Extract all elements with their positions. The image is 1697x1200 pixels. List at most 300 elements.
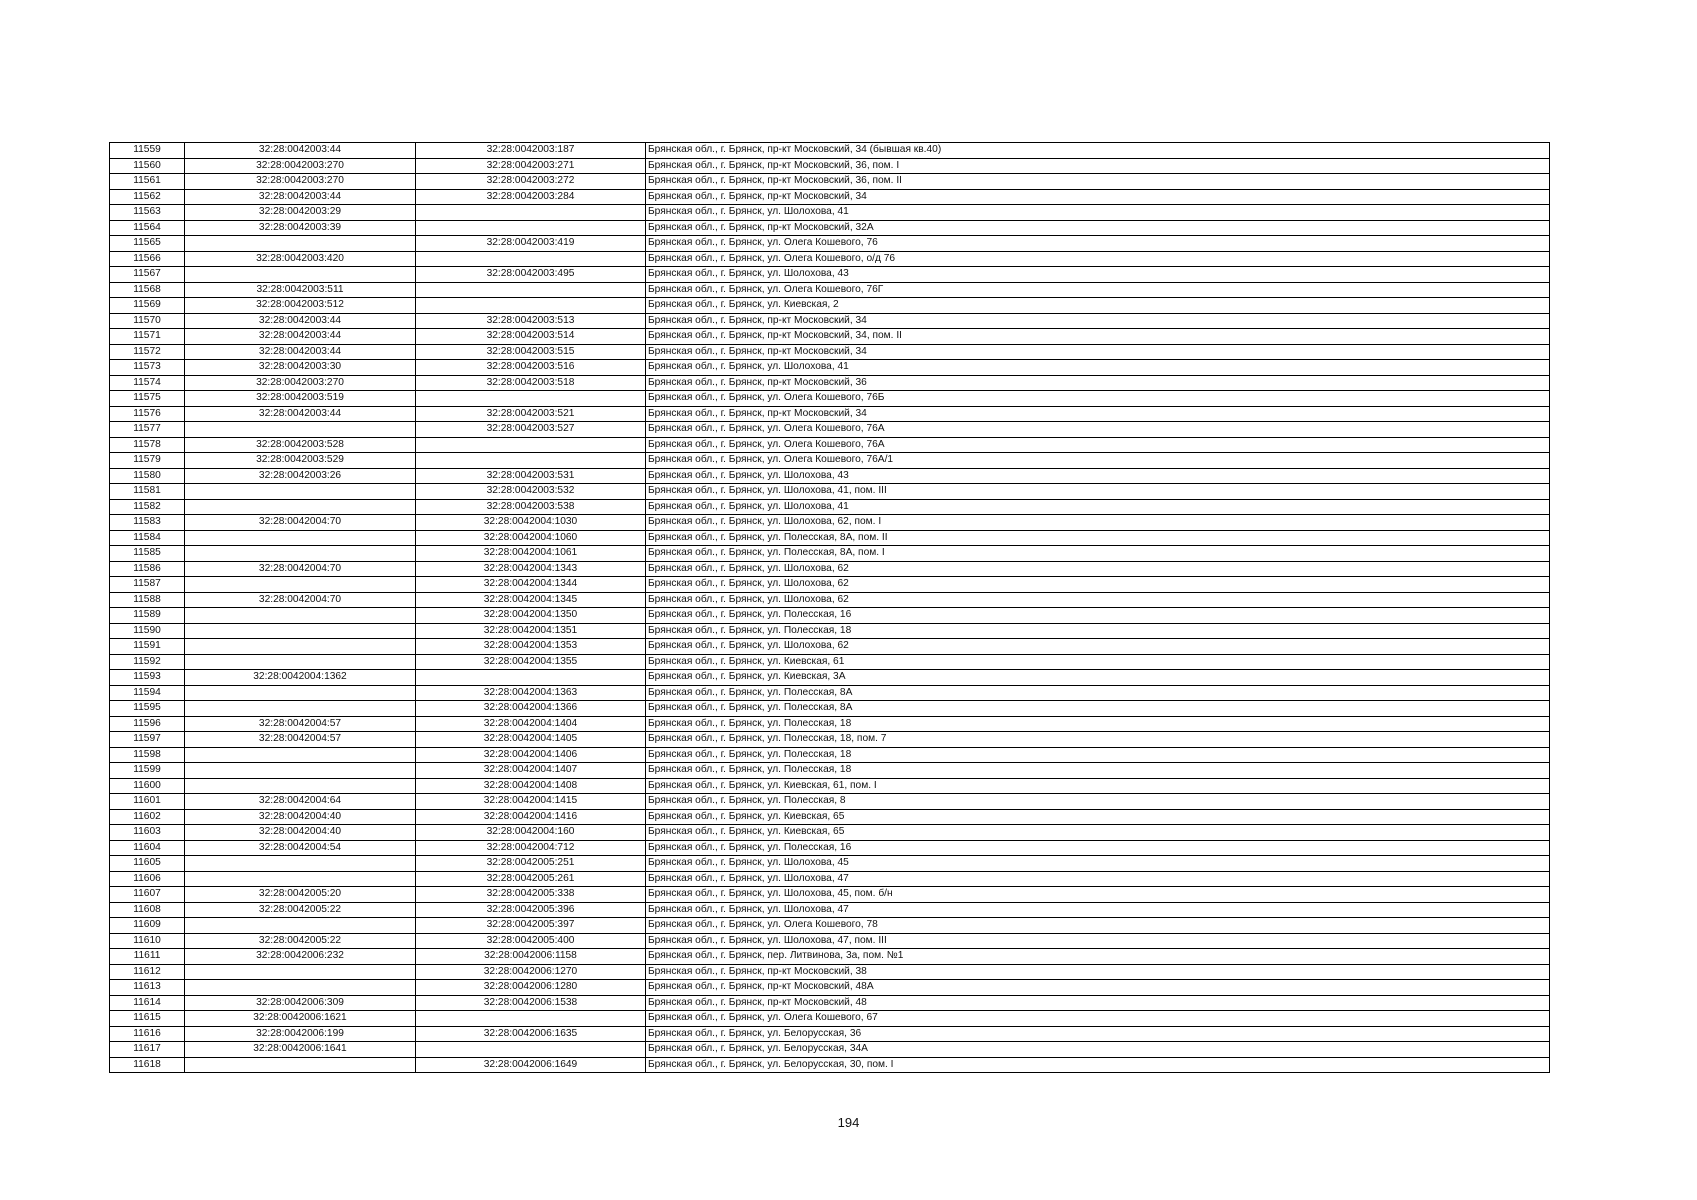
table-row	[110, 763, 1550, 779]
row-number-cell: 11577	[110, 422, 185, 438]
row-number-cell: 11583	[110, 515, 185, 531]
table-row	[110, 267, 1550, 283]
land-cadastral-number-cell: 32:28:0042006:199	[185, 1026, 416, 1042]
object-cadastral-number-cell	[416, 205, 646, 221]
land-cadastral-number-cell	[185, 422, 416, 438]
land-cadastral-number-cell: 32:28:0042003:529	[185, 453, 416, 469]
table-row	[110, 685, 1550, 701]
land-cadastral-number-cell	[185, 980, 416, 996]
object-cadastral-number-cell: 32:28:0042004:1344	[416, 577, 646, 593]
address-cell: Брянская обл., г. Брянск, пр-кт Московский, 38	[646, 964, 1550, 980]
object-cadastral-number-cell: 32:28:0042003:527	[416, 422, 646, 438]
table-row	[110, 329, 1550, 345]
row-number-cell: 11604	[110, 840, 185, 856]
address-cell: Брянская обл., г. Брянск, ул. Олега Кошевого, 76Б	[646, 391, 1550, 407]
row-number-cell: 11559	[110, 143, 185, 159]
table-row	[110, 670, 1550, 686]
address-cell: Брянская обл., г. Брянск, ул. Шолохова, 62, пом. I	[646, 515, 1550, 531]
object-cadastral-number-cell: 32:28:0042003:518	[416, 375, 646, 391]
object-cadastral-number-cell: 32:28:0042003:521	[416, 406, 646, 422]
object-cadastral-number-cell: 32:28:0042005:396	[416, 902, 646, 918]
land-cadastral-number-cell: 32:28:0042003:511	[185, 282, 416, 298]
land-cadastral-number-cell: 32:28:0042003:44	[185, 313, 416, 329]
land-cadastral-number-cell	[185, 1057, 416, 1073]
land-cadastral-number-cell: 32:28:0042003:270	[185, 375, 416, 391]
row-number-cell: 11590	[110, 623, 185, 639]
object-cadastral-number-cell	[416, 251, 646, 267]
land-cadastral-number-cell: 32:28:0042004:70	[185, 561, 416, 577]
address-cell: Брянская обл., г. Брянск, ул. Олега Кошевого, о/д 76	[646, 251, 1550, 267]
object-cadastral-number-cell: 32:28:0042005:397	[416, 918, 646, 934]
address-cell: Брянская обл., г. Брянск, ул. Киевская, 2	[646, 298, 1550, 314]
land-cadastral-number-cell: 32:28:0042003:512	[185, 298, 416, 314]
land-cadastral-number-cell	[185, 778, 416, 794]
table-row	[110, 499, 1550, 515]
object-cadastral-number-cell: 32:28:0042004:1407	[416, 763, 646, 779]
address-cell: Брянская обл., г. Брянск, ул. Шолохова, 62	[646, 592, 1550, 608]
object-cadastral-number-cell: 32:28:0042004:1363	[416, 685, 646, 701]
page-number: 194	[837, 1115, 860, 1130]
address-cell: Брянская обл., г. Брянск, ул. Киевская, 61	[646, 654, 1550, 670]
row-number-cell: 11594	[110, 685, 185, 701]
land-cadastral-number-cell	[185, 856, 416, 872]
object-cadastral-number-cell	[416, 1011, 646, 1027]
object-cadastral-number-cell: 32:28:0042003:532	[416, 484, 646, 500]
table-row	[110, 282, 1550, 298]
table-row	[110, 158, 1550, 174]
land-cadastral-number-cell: 32:28:0042005:22	[185, 902, 416, 918]
row-number-cell: 11576	[110, 406, 185, 422]
land-cadastral-number-cell: 32:28:0042003:30	[185, 360, 416, 376]
address-cell: Брянская обл., г. Брянск, ул. Полесская, 8А, пом. II	[646, 530, 1550, 546]
address-cell: Брянская обл., г. Брянск, ул. Полесская, 8	[646, 794, 1550, 810]
land-cadastral-number-cell	[185, 623, 416, 639]
land-cadastral-number-cell	[185, 484, 416, 500]
object-cadastral-number-cell: 32:28:0042004:1030	[416, 515, 646, 531]
row-number-cell: 11613	[110, 980, 185, 996]
address-cell: Брянская обл., г. Брянск, ул. Полесская, 18	[646, 747, 1550, 763]
address-cell: Брянская обл., г. Брянск, ул. Шолохова, 41	[646, 360, 1550, 376]
land-cadastral-number-cell: 32:28:0042004:40	[185, 809, 416, 825]
table-row	[110, 887, 1550, 903]
table-row	[110, 468, 1550, 484]
address-cell: Брянская обл., г. Брянск, ул. Полесская, 18	[646, 623, 1550, 639]
object-cadastral-number-cell: 32:28:0042004:1366	[416, 701, 646, 717]
land-cadastral-number-cell: 32:28:0042003:44	[185, 189, 416, 205]
table-row	[110, 902, 1550, 918]
land-cadastral-number-cell	[185, 654, 416, 670]
table-row	[110, 437, 1550, 453]
table-row	[110, 639, 1550, 655]
land-cadastral-number-cell	[185, 577, 416, 593]
row-number-cell: 11569	[110, 298, 185, 314]
land-cadastral-number-cell: 32:28:0042003:44	[185, 344, 416, 360]
address-cell: Брянская обл., г. Брянск, ул. Белорусская, 34А	[646, 1042, 1550, 1058]
land-cadastral-number-cell: 32:28:0042003:270	[185, 174, 416, 190]
table-row	[110, 422, 1550, 438]
address-cell: Брянская обл., г. Брянск, ул. Полесская, 18	[646, 763, 1550, 779]
table-row	[110, 995, 1550, 1011]
table-row	[110, 794, 1550, 810]
object-cadastral-number-cell	[416, 298, 646, 314]
row-number-cell: 11588	[110, 592, 185, 608]
row-number-cell: 11603	[110, 825, 185, 841]
row-number-cell: 11570	[110, 313, 185, 329]
object-cadastral-number-cell: 32:28:0042006:1538	[416, 995, 646, 1011]
row-number-cell: 11573	[110, 360, 185, 376]
address-cell: Брянская обл., г. Брянск, ул. Олега Кошевого, 76А/1	[646, 453, 1550, 469]
object-cadastral-number-cell: 32:28:0042005:400	[416, 933, 646, 949]
address-cell: Брянская обл., г. Брянск, ул. Киевская, 61, пом. I	[646, 778, 1550, 794]
address-cell: Брянская обл., г. Брянск, ул. Олега Кошевого, 76	[646, 236, 1550, 252]
address-cell: Брянская обл., г. Брянск, ул. Шолохова, 47	[646, 902, 1550, 918]
object-cadastral-number-cell: 32:28:0042003:538	[416, 499, 646, 515]
object-cadastral-number-cell: 32:28:0042006:1635	[416, 1026, 646, 1042]
object-cadastral-number-cell	[416, 437, 646, 453]
land-cadastral-number-cell	[185, 608, 416, 624]
address-cell: Брянская обл., г. Брянск, ул. Шолохова, 62	[646, 639, 1550, 655]
object-cadastral-number-cell: 32:28:0042003:514	[416, 329, 646, 345]
object-cadastral-number-cell: 32:28:0042006:1158	[416, 949, 646, 965]
table-row	[110, 236, 1550, 252]
land-cadastral-number-cell	[185, 918, 416, 934]
address-cell: Брянская обл., г. Брянск, ул. Шолохова, 41, пом. III	[646, 484, 1550, 500]
table-row	[110, 840, 1550, 856]
land-cadastral-number-cell	[185, 267, 416, 283]
land-cadastral-number-cell: 32:28:0042003:528	[185, 437, 416, 453]
object-cadastral-number-cell	[416, 282, 646, 298]
land-cadastral-number-cell: 32:28:0042003:39	[185, 220, 416, 236]
land-cadastral-number-cell: 32:28:0042006:1621	[185, 1011, 416, 1027]
object-cadastral-number-cell: 32:28:0042004:1060	[416, 530, 646, 546]
address-cell: Брянская обл., г. Брянск, ул. Полесская, 18, пом. 7	[646, 732, 1550, 748]
address-cell: Брянская обл., г. Брянск, ул. Шолохова, 45	[646, 856, 1550, 872]
land-cadastral-number-cell	[185, 763, 416, 779]
address-cell: Брянская обл., г. Брянск, ул. Киевская, 65	[646, 809, 1550, 825]
row-number-cell: 11565	[110, 236, 185, 252]
table-row	[110, 174, 1550, 190]
row-number-cell: 11614	[110, 995, 185, 1011]
table-row	[110, 298, 1550, 314]
object-cadastral-number-cell: 32:28:0042003:187	[416, 143, 646, 159]
address-cell: Брянская обл., г. Брянск, ул. Киевская, 65	[646, 825, 1550, 841]
land-cadastral-number-cell: 32:28:0042006:1641	[185, 1042, 416, 1058]
table-row	[110, 701, 1550, 717]
address-cell: Брянская обл., г. Брянск, ул. Белорусская, 36	[646, 1026, 1550, 1042]
row-number-cell: 11566	[110, 251, 185, 267]
row-number-cell: 11597	[110, 732, 185, 748]
table-row	[110, 825, 1550, 841]
object-cadastral-number-cell: 32:28:0042006:1280	[416, 980, 646, 996]
land-cadastral-number-cell	[185, 546, 416, 562]
address-cell: Брянская обл., г. Брянск, пр-кт Московский, 34 (бывшая кв.40)	[646, 143, 1550, 159]
table-row	[110, 251, 1550, 267]
row-number-cell: 11600	[110, 778, 185, 794]
object-cadastral-number-cell: 32:28:0042004:1353	[416, 639, 646, 655]
row-number-cell: 11609	[110, 918, 185, 934]
row-number-cell: 11602	[110, 809, 185, 825]
land-cadastral-number-cell	[185, 871, 416, 887]
row-number-cell: 11586	[110, 561, 185, 577]
address-cell: Брянская обл., г. Брянск, пер. Литвинова, 3а, пом. №1	[646, 949, 1550, 965]
object-cadastral-number-cell: 32:28:0042004:1355	[416, 654, 646, 670]
land-cadastral-number-cell: 32:28:0042003:270	[185, 158, 416, 174]
object-cadastral-number-cell: 32:28:0042006:1649	[416, 1057, 646, 1073]
row-number-cell: 11605	[110, 856, 185, 872]
object-cadastral-number-cell: 32:28:0042004:1350	[416, 608, 646, 624]
land-cadastral-number-cell: 32:28:0042004:54	[185, 840, 416, 856]
table-row	[110, 949, 1550, 965]
address-cell: Брянская обл., г. Брянск, ул. Полесская, 18	[646, 716, 1550, 732]
object-cadastral-number-cell: 32:28:0042003:531	[416, 468, 646, 484]
address-cell: Брянская обл., г. Брянск, ул. Шолохова, 47	[646, 871, 1550, 887]
table-row	[110, 143, 1550, 159]
land-cadastral-number-cell: 32:28:0042003:26	[185, 468, 416, 484]
land-cadastral-number-cell	[185, 747, 416, 763]
row-number-cell: 11562	[110, 189, 185, 205]
land-cadastral-number-cell: 32:28:0042006:232	[185, 949, 416, 965]
table-row	[110, 561, 1550, 577]
object-cadastral-number-cell: 32:28:0042004:1345	[416, 592, 646, 608]
address-cell: Брянская обл., г. Брянск, ул. Полесская, 16	[646, 608, 1550, 624]
table-row	[110, 375, 1550, 391]
row-number-cell: 11592	[110, 654, 185, 670]
land-cadastral-number-cell	[185, 964, 416, 980]
address-cell: Брянская обл., г. Брянск, ул. Киевская, 3А	[646, 670, 1550, 686]
row-number-cell: 11563	[110, 205, 185, 221]
address-cell: Брянская обл., г. Брянск, ул. Олега Кошевого, 67	[646, 1011, 1550, 1027]
address-cell: Брянская обл., г. Брянск, ул. Олега Кошевого, 76А	[646, 422, 1550, 438]
object-cadastral-number-cell	[416, 670, 646, 686]
row-number-cell: 11612	[110, 964, 185, 980]
address-cell: Брянская обл., г. Брянск, ул. Шолохова, 47, пом. III	[646, 933, 1550, 949]
table-row	[110, 871, 1550, 887]
address-cell: Брянская обл., г. Брянск, пр-кт Московский, 48А	[646, 980, 1550, 996]
object-cadastral-number-cell	[416, 391, 646, 407]
table-row	[110, 205, 1550, 221]
row-number-cell: 11607	[110, 887, 185, 903]
table-row	[110, 918, 1550, 934]
row-number-cell: 11617	[110, 1042, 185, 1058]
table-row	[110, 856, 1550, 872]
object-cadastral-number-cell: 32:28:0042005:338	[416, 887, 646, 903]
address-cell: Брянская обл., г. Брянск, пр-кт Московский, 36	[646, 375, 1550, 391]
land-cadastral-number-cell: 32:28:0042004:1362	[185, 670, 416, 686]
table-row	[110, 189, 1550, 205]
row-number-cell: 11568	[110, 282, 185, 298]
land-cadastral-number-cell: 32:28:0042003:44	[185, 406, 416, 422]
row-number-cell: 11591	[110, 639, 185, 655]
table-row	[110, 1011, 1550, 1027]
address-cell: Брянская обл., г. Брянск, пр-кт Московский, 34	[646, 189, 1550, 205]
table-row	[110, 220, 1550, 236]
row-number-cell: 11580	[110, 468, 185, 484]
land-cadastral-number-cell: 32:28:0042003:44	[185, 329, 416, 345]
object-cadastral-number-cell	[416, 1042, 646, 1058]
row-number-cell: 11595	[110, 701, 185, 717]
table-row	[110, 484, 1550, 500]
object-cadastral-number-cell: 32:28:0042003:495	[416, 267, 646, 283]
object-cadastral-number-cell: 32:28:0042003:516	[416, 360, 646, 376]
row-number-cell: 11616	[110, 1026, 185, 1042]
land-cadastral-number-cell: 32:28:0042005:20	[185, 887, 416, 903]
address-cell: Брянская обл., г. Брянск, пр-кт Московский, 32А	[646, 220, 1550, 236]
table-row	[110, 623, 1550, 639]
object-cadastral-number-cell: 32:28:0042004:1061	[416, 546, 646, 562]
address-cell: Брянская обл., г. Брянск, ул. Шолохова, 43	[646, 468, 1550, 484]
table-row	[110, 1026, 1550, 1042]
row-number-cell: 11561	[110, 174, 185, 190]
row-number-cell: 11584	[110, 530, 185, 546]
table-row	[110, 980, 1550, 996]
row-number-cell: 11593	[110, 670, 185, 686]
land-cadastral-number-cell: 32:28:0042006:309	[185, 995, 416, 1011]
address-cell: Брянская обл., г. Брянск, ул. Шолохова, 43	[646, 267, 1550, 283]
table-row	[110, 453, 1550, 469]
table-row	[110, 716, 1550, 732]
table-row	[110, 1057, 1550, 1073]
row-number-cell: 11615	[110, 1011, 185, 1027]
address-cell: Брянская обл., г. Брянск, ул. Шолохова, 62	[646, 561, 1550, 577]
land-cadastral-number-cell	[185, 685, 416, 701]
table-row	[110, 360, 1550, 376]
land-cadastral-number-cell	[185, 639, 416, 655]
object-cadastral-number-cell: 32:28:0042004:160	[416, 825, 646, 841]
land-cadastral-number-cell: 32:28:0042003:29	[185, 205, 416, 221]
row-number-cell: 11611	[110, 949, 185, 965]
address-cell: Брянская обл., г. Брянск, пр-кт Московский, 48	[646, 995, 1550, 1011]
land-cadastral-number-cell: 32:28:0042004:57	[185, 716, 416, 732]
address-cell: Брянская обл., г. Брянск, пр-кт Московский, 36, пом. I	[646, 158, 1550, 174]
address-cell: Брянская обл., г. Брянск, ул. Шолохова, 62	[646, 577, 1550, 593]
object-cadastral-number-cell: 32:28:0042004:1415	[416, 794, 646, 810]
address-cell: Брянская обл., г. Брянск, ул. Полесская, 8А	[646, 685, 1550, 701]
table-row	[110, 608, 1550, 624]
table-row	[110, 391, 1550, 407]
row-number-cell: 11596	[110, 716, 185, 732]
object-cadastral-number-cell: 32:28:0042004:1408	[416, 778, 646, 794]
object-cadastral-number-cell: 32:28:0042004:1351	[416, 623, 646, 639]
row-number-cell: 11601	[110, 794, 185, 810]
row-number-cell: 11578	[110, 437, 185, 453]
row-number-cell: 11598	[110, 747, 185, 763]
address-cell: Брянская обл., г. Брянск, ул. Олега Кошевого, 76А	[646, 437, 1550, 453]
address-cell: Брянская обл., г. Брянск, ул. Шолохова, 41	[646, 499, 1550, 515]
table-row	[110, 577, 1550, 593]
address-cell: Брянская обл., г. Брянск, пр-кт Московский, 34	[646, 313, 1550, 329]
registry-table-body	[110, 143, 1550, 1073]
address-cell: Брянская обл., г. Брянск, ул. Олега Кошевого, 76Г	[646, 282, 1550, 298]
row-number-cell: 11608	[110, 902, 185, 918]
address-cell: Брянская обл., г. Брянск, ул. Шолохова, 41	[646, 205, 1550, 221]
row-number-cell: 11560	[110, 158, 185, 174]
land-cadastral-number-cell: 32:28:0042003:420	[185, 251, 416, 267]
registry-table	[109, 142, 1550, 1073]
object-cadastral-number-cell: 32:28:0042005:251	[416, 856, 646, 872]
row-number-cell: 11581	[110, 484, 185, 500]
land-cadastral-number-cell	[185, 701, 416, 717]
object-cadastral-number-cell: 32:28:0042005:261	[416, 871, 646, 887]
object-cadastral-number-cell	[416, 220, 646, 236]
address-cell: Брянская обл., г. Брянск, пр-кт Московский, 34, пом. II	[646, 329, 1550, 345]
row-number-cell: 11579	[110, 453, 185, 469]
object-cadastral-number-cell: 32:28:0042003:513	[416, 313, 646, 329]
table-row	[110, 313, 1550, 329]
table-row	[110, 530, 1550, 546]
object-cadastral-number-cell: 32:28:0042003:271	[416, 158, 646, 174]
address-cell: Брянская обл., г. Брянск, пр-кт Московский, 34	[646, 406, 1550, 422]
object-cadastral-number-cell: 32:28:0042004:712	[416, 840, 646, 856]
address-cell: Брянская обл., г. Брянск, ул. Полесская, 16	[646, 840, 1550, 856]
object-cadastral-number-cell	[416, 453, 646, 469]
object-cadastral-number-cell: 32:28:0042003:272	[416, 174, 646, 190]
row-number-cell: 11587	[110, 577, 185, 593]
row-number-cell: 11582	[110, 499, 185, 515]
table-row	[110, 406, 1550, 422]
land-cadastral-number-cell: 32:28:0042003:519	[185, 391, 416, 407]
row-number-cell: 11610	[110, 933, 185, 949]
land-cadastral-number-cell: 32:28:0042004:64	[185, 794, 416, 810]
row-number-cell: 11564	[110, 220, 185, 236]
row-number-cell: 11618	[110, 1057, 185, 1073]
table-row	[110, 933, 1550, 949]
land-cadastral-number-cell	[185, 530, 416, 546]
table-row	[110, 747, 1550, 763]
table-row	[110, 809, 1550, 825]
table-row	[110, 515, 1550, 531]
table-row	[110, 964, 1550, 980]
table-row	[110, 732, 1550, 748]
object-cadastral-number-cell: 32:28:0042004:1405	[416, 732, 646, 748]
table-row	[110, 344, 1550, 360]
row-number-cell: 11574	[110, 375, 185, 391]
land-cadastral-number-cell: 32:28:0042005:22	[185, 933, 416, 949]
land-cadastral-number-cell	[185, 236, 416, 252]
address-cell: Брянская обл., г. Брянск, ул. Белорусская, 30, пом. I	[646, 1057, 1550, 1073]
object-cadastral-number-cell: 32:28:0042003:284	[416, 189, 646, 205]
row-number-cell: 11572	[110, 344, 185, 360]
object-cadastral-number-cell: 32:28:0042004:1416	[416, 809, 646, 825]
land-cadastral-number-cell: 32:28:0042003:44	[185, 143, 416, 159]
row-number-cell: 11589	[110, 608, 185, 624]
object-cadastral-number-cell: 32:28:0042006:1270	[416, 964, 646, 980]
row-number-cell: 11606	[110, 871, 185, 887]
table-row	[110, 1042, 1550, 1058]
object-cadastral-number-cell: 32:28:0042003:515	[416, 344, 646, 360]
row-number-cell: 11599	[110, 763, 185, 779]
table-row	[110, 592, 1550, 608]
land-cadastral-number-cell: 32:28:0042004:57	[185, 732, 416, 748]
address-cell: Брянская обл., г. Брянск, пр-кт Московский, 34	[646, 344, 1550, 360]
object-cadastral-number-cell: 32:28:0042004:1406	[416, 747, 646, 763]
table-row	[110, 778, 1550, 794]
address-cell: Брянская обл., г. Брянск, пр-кт Московский, 36, пом. II	[646, 174, 1550, 190]
row-number-cell: 11571	[110, 329, 185, 345]
address-cell: Брянская обл., г. Брянск, ул. Шолохова, 45, пом. б/н	[646, 887, 1550, 903]
land-cadastral-number-cell: 32:28:0042004:70	[185, 592, 416, 608]
object-cadastral-number-cell: 32:28:0042004:1343	[416, 561, 646, 577]
row-number-cell: 11567	[110, 267, 185, 283]
row-number-cell: 11585	[110, 546, 185, 562]
land-cadastral-number-cell: 32:28:0042004:70	[185, 515, 416, 531]
address-cell: Брянская обл., г. Брянск, ул. Полесская, 8А	[646, 701, 1550, 717]
object-cadastral-number-cell: 32:28:0042004:1404	[416, 716, 646, 732]
land-cadastral-number-cell	[185, 499, 416, 515]
address-cell: Брянская обл., г. Брянск, ул. Олега Кошевого, 78	[646, 918, 1550, 934]
object-cadastral-number-cell: 32:28:0042003:419	[416, 236, 646, 252]
table-row	[110, 546, 1550, 562]
row-number-cell: 11575	[110, 391, 185, 407]
